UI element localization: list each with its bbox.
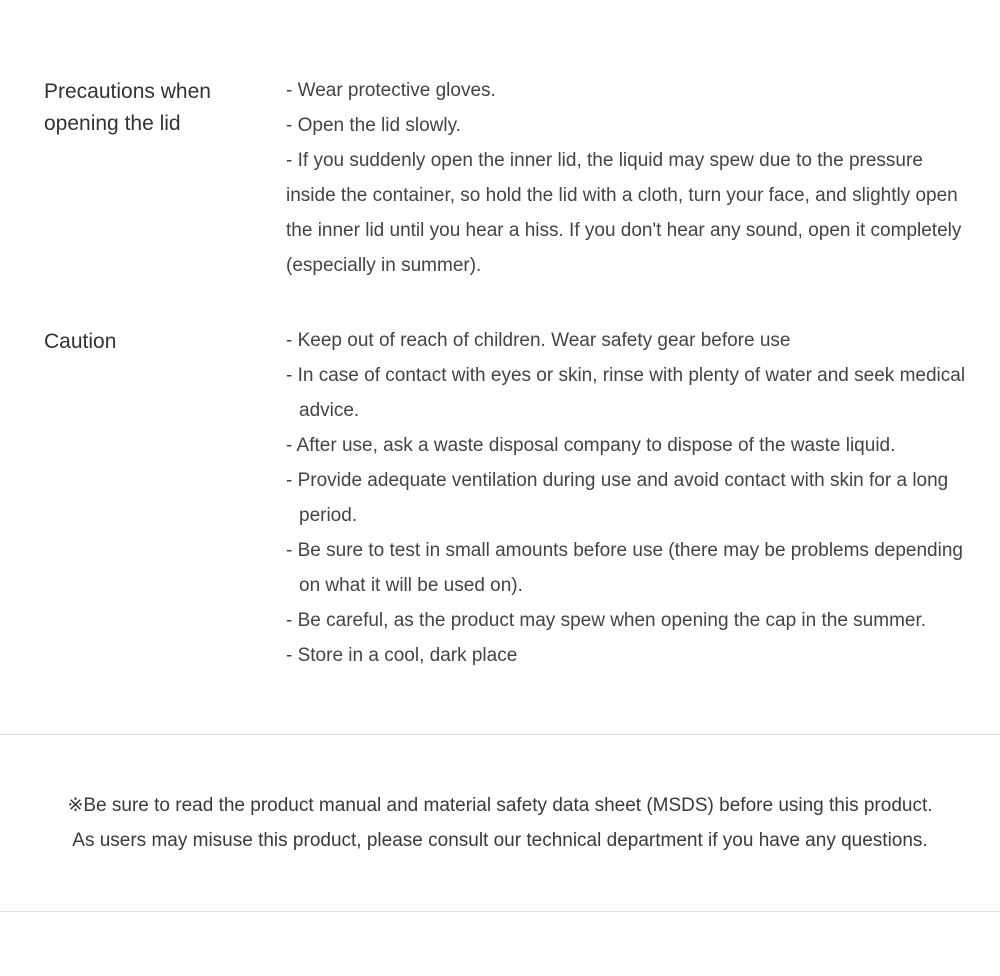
notice-line-1: ※Be sure to read the product manual and material safety data sheet (MSDS) before using this product. — [67, 795, 933, 816]
caution-item-disposal: - After use, ask a waste disposal company to dispose of the waste liquid. — [286, 435, 896, 456]
caution-item-test: - Be sure to test in small amounts before use (there may be problems depending on what it will be used on). — [286, 540, 963, 596]
caution-item-contact: - In case of contact with eyes or skin, rinse with plenty of water and seek medical advice. — [286, 365, 966, 421]
precautions-heading: Precautions when opening the lid — [44, 80, 211, 135]
notice-line-2: As users may misuse this product, please consult our technical department if you have any questions. — [72, 830, 928, 851]
caution-item-ventilation: - Provide adequate ventilation during use and avoid contact with skin for a long period. — [286, 470, 949, 526]
precautions-item-inner-lid: - If you suddenly open the inner lid, the liquid may spew due to the pressure inside the container, so hold the lid with a cloth, turn your face, and slightly open the inner lid until you hear a hiss. If you don't hear any sound, open it completely (especially in summer). — [286, 150, 962, 276]
caution-heading: Caution — [44, 330, 117, 353]
precautions-list — [286, 73, 966, 283]
caution-item-children: - Keep out of reach of children. Wear safety gear before use — [286, 330, 791, 351]
top-divider — [0, 734, 1000, 735]
precautions-item-slowly: - Open the lid slowly. — [286, 115, 461, 136]
caution-item-storage: - Store in a cool, dark place — [286, 645, 518, 666]
precautions-item-gloves: - Wear protective gloves. — [286, 80, 496, 101]
bottom-divider — [0, 911, 1000, 912]
caution-list — [286, 323, 966, 673]
caution-item-spew: - Be careful, as the product may spew when opening the cap in the summer. — [286, 610, 927, 631]
msds-notice — [0, 788, 1000, 858]
